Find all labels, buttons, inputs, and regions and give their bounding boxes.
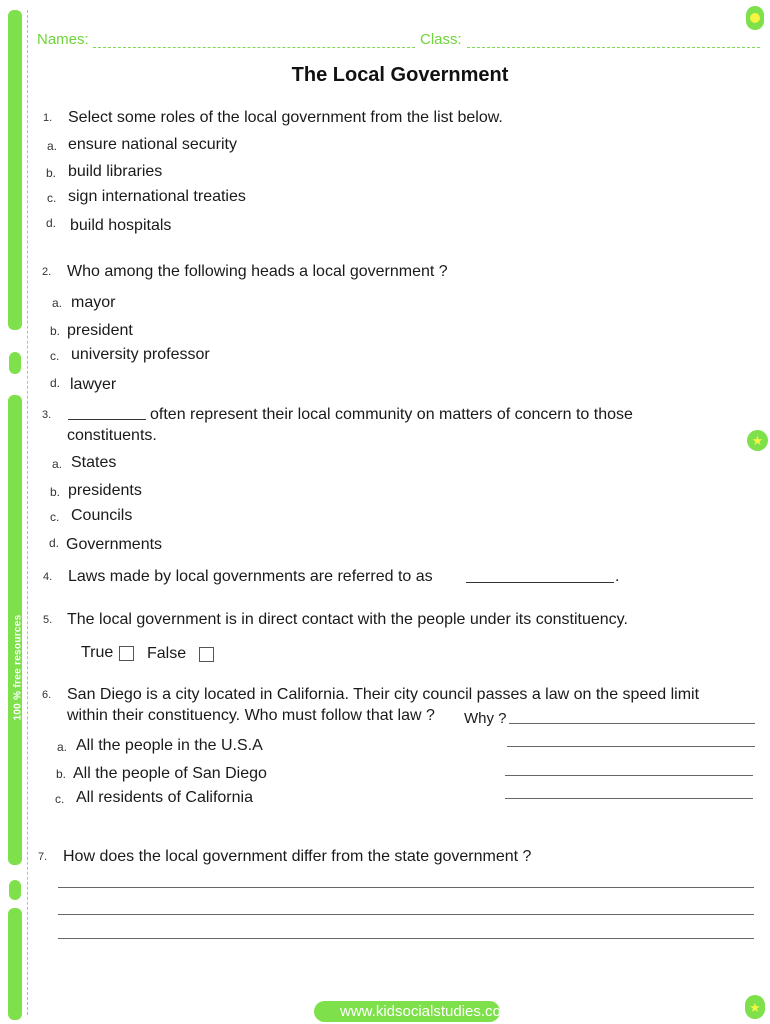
- answer-line[interactable]: [58, 887, 754, 888]
- true-label: True: [81, 644, 114, 661]
- why-answer-line[interactable]: [505, 775, 753, 776]
- false-checkbox[interactable]: [199, 647, 214, 662]
- question-7-text: How does the local government differ from the state government ?: [63, 848, 532, 865]
- question-number: 5.: [43, 614, 53, 626]
- star-icon: ★: [745, 995, 765, 1019]
- option-letter: b.: [50, 324, 61, 338]
- option-letter: b.: [50, 485, 61, 499]
- names-label: Names:: [37, 31, 89, 48]
- option-text[interactable]: All the people in the U.S.A: [76, 737, 263, 754]
- option-text[interactable]: All the people of San Diego: [73, 765, 267, 782]
- why-answer-line[interactable]: [505, 798, 753, 799]
- option-text[interactable]: university professor: [71, 346, 210, 363]
- option-letter: c.: [50, 510, 60, 524]
- question-4-period: .: [615, 568, 620, 585]
- question-3-blank-line[interactable]: [68, 404, 146, 426]
- option-letter: a.: [47, 139, 58, 153]
- sidebar-free-resources-text: 100 % free resources: [12, 614, 24, 721]
- why-label: Why ?: [464, 710, 507, 727]
- question-4-answer-blank[interactable]: [466, 566, 614, 589]
- option-text[interactable]: build libraries: [68, 163, 163, 180]
- option-text[interactable]: Councils: [71, 507, 133, 524]
- left-green-dot-lower: [9, 880, 21, 900]
- option-letter: c.: [55, 792, 65, 806]
- option-letter: a.: [52, 296, 63, 310]
- option-text[interactable]: All residents of California: [76, 789, 253, 806]
- option-text[interactable]: States: [71, 454, 117, 471]
- question-6-text: San Diego is a city located in California. Their city council passes a law on the speed limit: [67, 686, 700, 703]
- question-6-text-line2: within their constituency. Who must follow that law ?: [67, 707, 435, 724]
- left-green-dot-upper: [9, 352, 21, 374]
- option-text[interactable]: president: [67, 322, 133, 339]
- option-text[interactable]: lawyer: [70, 376, 117, 393]
- option-letter: a.: [57, 740, 68, 754]
- question-number: 1.: [43, 112, 53, 124]
- footer-url[interactable]: www.kidsocialstudies.com: [340, 1003, 514, 1020]
- option-text[interactable]: mayor: [71, 294, 116, 311]
- question-number: 6.: [42, 689, 52, 701]
- question-3-text-line2: constituents.: [67, 427, 157, 444]
- option-text[interactable]: presidents: [68, 482, 142, 499]
- why-answer-line[interactable]: [509, 723, 755, 724]
- names-field[interactable]: [93, 47, 415, 48]
- class-field[interactable]: [467, 47, 760, 48]
- question-1-text: Select some roles of the local government from the list below.: [68, 109, 503, 126]
- left-green-bar-bottom: [8, 908, 22, 1020]
- top-right-dot: [746, 6, 764, 30]
- false-label: False: [147, 645, 187, 662]
- class-label: Class:: [420, 31, 462, 48]
- why-answer-line[interactable]: [507, 746, 755, 747]
- question-4-text: Laws made by local governments are referred to as: [68, 568, 433, 585]
- question-5-text: The local government is in direct contact with the people under its constituency.: [67, 611, 628, 628]
- option-letter: d.: [46, 216, 57, 230]
- question-3-text: often represent their local community on matters of concern to those: [150, 406, 633, 423]
- option-letter: b.: [56, 767, 67, 781]
- option-letter: c.: [50, 349, 60, 363]
- option-letter: c.: [47, 191, 57, 205]
- option-text[interactable]: Governments: [66, 536, 163, 553]
- option-letter: a.: [52, 457, 63, 471]
- question-2-text: Who among the following heads a local government ?: [67, 263, 448, 280]
- question-number: 2.: [42, 266, 52, 278]
- question-number: 3.: [42, 409, 52, 421]
- option-letter: d.: [50, 376, 61, 390]
- star-icon: ★: [747, 430, 768, 451]
- answer-line[interactable]: [58, 914, 754, 915]
- question-number: 4.: [43, 571, 53, 583]
- answer-line[interactable]: [58, 938, 754, 939]
- option-text[interactable]: ensure national security: [68, 136, 237, 153]
- page-title: The Local Government: [291, 64, 509, 86]
- option-letter: d.: [49, 536, 60, 550]
- option-letter: b.: [46, 166, 57, 180]
- question-number: 7.: [38, 851, 48, 863]
- left-dashed-margin: [27, 10, 28, 1015]
- option-text[interactable]: sign international treaties: [68, 188, 246, 205]
- option-text[interactable]: build hospitals: [70, 217, 172, 234]
- left-green-bar-top: [8, 10, 22, 330]
- true-checkbox[interactable]: [119, 646, 134, 661]
